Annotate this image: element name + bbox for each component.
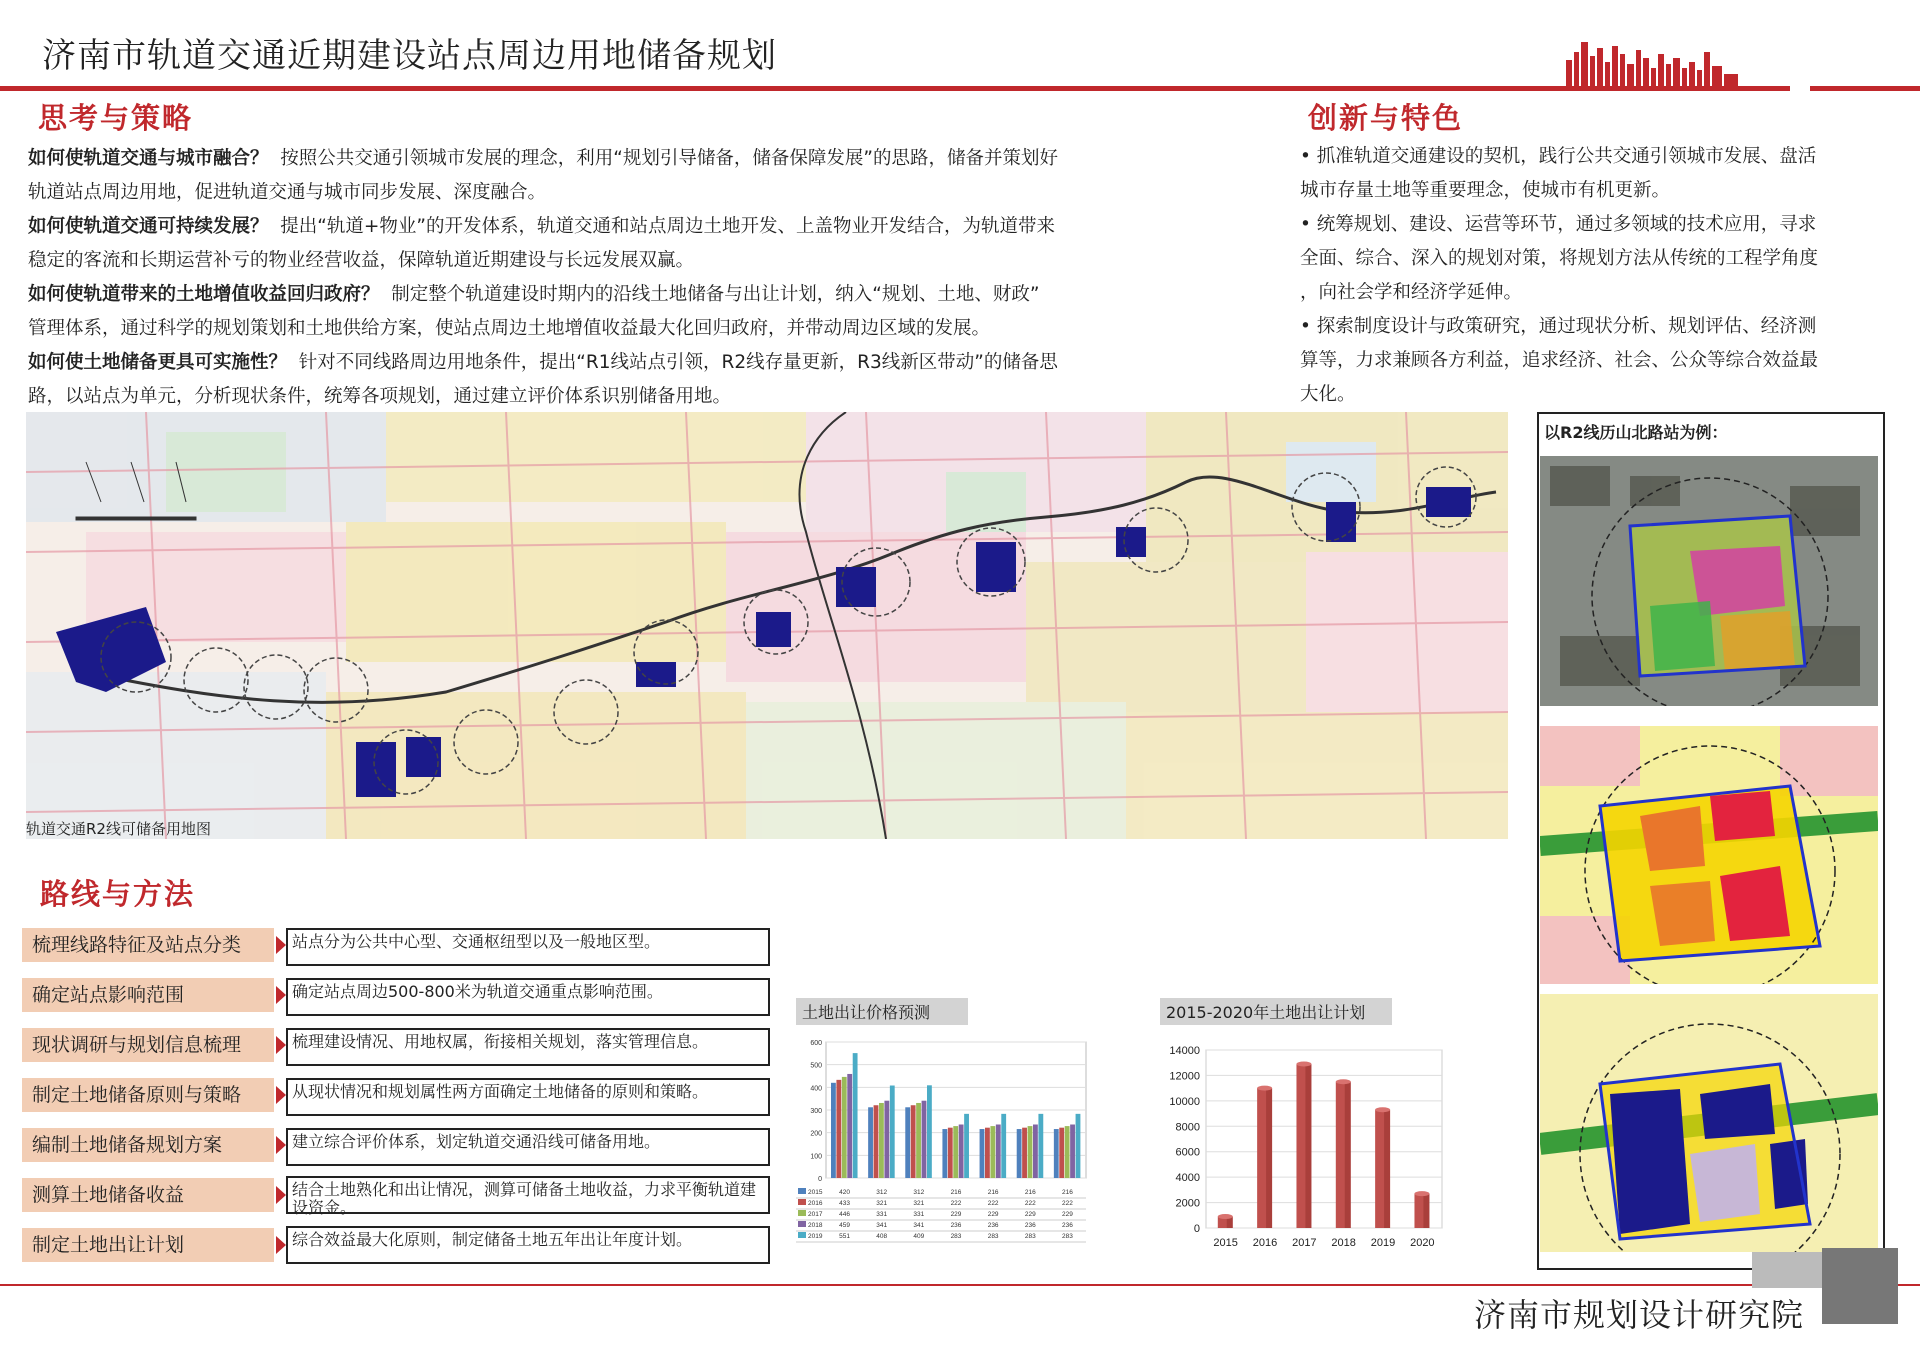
legend-swatch: [798, 1210, 806, 1216]
bar: [959, 1125, 964, 1178]
x-tick-label: 2018: [1331, 1237, 1356, 1249]
question-2-cont: 稳定的客流和长期运营补亏的物业经营收益，保障轨道近期建设与长远发展双赢。: [28, 250, 695, 271]
bar: [847, 1074, 852, 1178]
bar: [964, 1114, 969, 1178]
bar-cap: [1218, 1214, 1233, 1219]
question-3-cont: 管理体系，通过科学的规划策划和土地供给方案，使站点周边土地增值收益最大化回归政府，并带动周边区域的发展。: [28, 318, 991, 339]
y-tick-label: 200: [810, 1130, 822, 1138]
bar-shade: [1345, 1082, 1351, 1228]
y-tick-label: 100: [810, 1153, 822, 1161]
map-caption: 轨道交通R2线可储备用地图: [26, 820, 211, 838]
legend-label: 2019: [808, 1233, 823, 1240]
skyline-logo: [1560, 38, 1800, 90]
y-tick-label: 500: [810, 1062, 822, 1070]
bar: [1038, 1114, 1043, 1178]
question-4-cont: 路，以站点为单元，分析现状条件，统筹各项规划，通过建立评价体系识别储备用地。: [28, 386, 732, 407]
map-graphic: [26, 412, 1508, 839]
footer-decoration: [1752, 1252, 1822, 1288]
bar: [927, 1085, 932, 1178]
x-tick-label: 2016: [1252, 1237, 1278, 1249]
table-value: 236: [1061, 1222, 1073, 1229]
table-value: 283: [987, 1233, 999, 1240]
price-forecast-chart: [796, 1028, 1096, 1260]
legend-label: 2017: [808, 1211, 823, 1218]
chart1-title: 土地出让价格预测: [796, 998, 968, 1025]
table-value: 229: [950, 1211, 962, 1218]
r2-line-map: [26, 412, 1508, 839]
x-tick-label: 2015: [1213, 1237, 1238, 1249]
table-value: 433: [839, 1200, 851, 1207]
bar: [980, 1129, 985, 1178]
bar: [953, 1126, 958, 1178]
step-label: 制定土地出让计划: [22, 1228, 274, 1262]
table-value: 222: [987, 1200, 999, 1207]
bar-cap: [1375, 1107, 1390, 1112]
innovation-line: 全面、综合、深入的规划对策，将规划方法从传统的工程学角度: [1300, 248, 1819, 269]
bar: [1059, 1128, 1064, 1178]
step-arrow-icon: [276, 936, 286, 954]
step-arrow-icon: [276, 1236, 286, 1254]
innovation-list: [1300, 140, 1890, 412]
innovation-line: • 抓准轨道交通建设的契机，践行公共交通引领城市发展、盘活: [1300, 146, 1817, 167]
table-value: 216: [950, 1189, 962, 1196]
institute-name: 济南市规划设计研究院: [1474, 1296, 1805, 1334]
reserve-plan-map: [1540, 994, 1878, 1252]
x-tick-label: 2019: [1370, 1237, 1396, 1249]
step-label: 制定土地储备原则与策略: [22, 1078, 274, 1112]
innovation-line: 大化。: [1300, 384, 1356, 405]
table-value: 216: [987, 1189, 999, 1196]
bar: [922, 1101, 927, 1178]
table-value: 420: [839, 1189, 851, 1196]
y-tick-label: 14000: [1169, 1045, 1200, 1057]
bar: [905, 1107, 910, 1178]
y-tick-label: 600: [810, 1040, 822, 1047]
bar-shade: [1266, 1088, 1272, 1228]
bar: [831, 1083, 836, 1178]
table-value: 236: [987, 1222, 999, 1229]
table-value: 312: [913, 1189, 925, 1196]
bar-shade: [1384, 1110, 1390, 1228]
bar: [1001, 1114, 1006, 1178]
bar: [1033, 1125, 1038, 1178]
header-rule-right: [1810, 86, 1920, 91]
transfer-plan-chart: [1150, 1030, 1460, 1260]
bar-cap: [1296, 1061, 1311, 1066]
bar: [985, 1128, 990, 1178]
section-title-thinking: 思考与策略: [38, 101, 194, 135]
y-tick-label: 6000: [1175, 1146, 1200, 1159]
bar: [1022, 1128, 1027, 1178]
example-label: 以R2线历山北路站为例：: [1544, 423, 1728, 442]
step-desc: 确定站点周边500-800米为轨道交通重点影响范围。: [286, 978, 770, 1016]
land-use-map: [1540, 726, 1878, 984]
innovation-line: 算等，力求兼顾各方利益，追求经济、社会、公众等综合效益最: [1300, 350, 1819, 371]
y-tick-label: 10000: [1169, 1095, 1200, 1108]
table-value: 229: [987, 1211, 999, 1218]
step-desc: 建立综合评价体系，划定轨道交通沿线可储备用地。: [286, 1128, 770, 1166]
page-title: 济南市轨道交通近期建设站点周边用地储备规划: [42, 36, 777, 76]
y-tick-label: 0: [1193, 1223, 1200, 1235]
step-label: 梳理线路特征及站点分类: [22, 928, 274, 962]
table-value: 283: [950, 1233, 962, 1240]
innovation-line: ，向社会学和经济学延伸。: [1300, 282, 1523, 303]
table-value: 236: [950, 1222, 962, 1229]
table-value: 331: [876, 1211, 888, 1218]
step-arrow-icon: [276, 1186, 286, 1204]
y-tick-label: 2000: [1175, 1197, 1200, 1210]
bar: [996, 1125, 1001, 1178]
bar: [1054, 1129, 1059, 1178]
step-label: 现状调研与规划信息梳理: [22, 1028, 274, 1062]
table-value: 283: [1024, 1233, 1036, 1240]
section-title-method: 路线与方法: [40, 877, 196, 911]
legend-label: 2016: [808, 1200, 823, 1207]
table-value: 341: [876, 1222, 888, 1229]
chart2-title: 2015-2020年土地出让计划: [1160, 998, 1392, 1025]
table-value: 408: [876, 1233, 888, 1240]
bar-cap: [1414, 1191, 1429, 1196]
step-label: 确定站点影响范围: [22, 978, 274, 1012]
bar-shade: [1423, 1194, 1429, 1228]
y-tick-label: 8000: [1175, 1121, 1200, 1134]
table-value: 229: [1061, 1211, 1073, 1218]
y-tick-label: 12000: [1169, 1070, 1200, 1083]
question-3: 如何使轨道带来的土地增值收益回归政府？ 制定整个轨道建设时期内的沿线土地储备与出让计划，纳入“规划、土地、财政”: [28, 284, 1040, 305]
header-rule: [0, 86, 1790, 91]
bar: [990, 1126, 995, 1178]
y-tick-label: 0: [818, 1176, 822, 1183]
table-value: 222: [1061, 1200, 1073, 1207]
table-value: 312: [876, 1189, 888, 1196]
step-arrow-icon: [276, 1136, 286, 1154]
bar: [1070, 1125, 1075, 1178]
table-value: 331: [913, 1211, 925, 1218]
y-tick-label: 4000: [1175, 1172, 1200, 1185]
questions-block: [28, 142, 1268, 414]
bar: [916, 1103, 921, 1178]
innovation-line: • 统筹规划、建设、运营等环节，通过多领域的技术应用，寻求: [1300, 214, 1817, 235]
bar: [1028, 1126, 1033, 1178]
bar: [879, 1103, 884, 1178]
table-value: 321: [913, 1200, 925, 1207]
bar: [1065, 1126, 1070, 1178]
table-value: 551: [839, 1233, 851, 1240]
bar-shade: [1305, 1064, 1311, 1228]
table-value: 222: [1024, 1200, 1036, 1207]
bar-cap: [1336, 1079, 1351, 1084]
legend-swatch: [798, 1188, 806, 1194]
innovation-line: • 探索制度设计与政策研究，通过现状分析、规划评估、经济测: [1300, 316, 1817, 337]
step-desc: 结合土地熟化和出让情况，测算可储备土地收益，力求平衡轨道建设资金。: [286, 1176, 770, 1214]
table-value: 283: [1061, 1233, 1073, 1240]
x-tick-label: 2020: [1410, 1237, 1435, 1249]
question-1: 如何使轨道交通与城市融合？ 按照公共交通引领城市发展的理念，利用“规划引导储备，储备保障发展”的思路，储备并策划好: [28, 148, 1058, 169]
table-value: 222: [950, 1200, 962, 1207]
bar: [884, 1101, 889, 1178]
satellite-image: [1540, 456, 1878, 706]
question-1-cont: 轨道站点周边用地，促进轨道交通与城市同步发展、深度融合。: [28, 182, 547, 203]
table-value: 321: [876, 1200, 888, 1207]
table-value: 216: [1024, 1189, 1036, 1196]
step-desc: 综合效益最大化原则，制定储备土地五年出让年度计划。: [286, 1226, 770, 1264]
bar: [942, 1129, 947, 1178]
question-4: 如何使土地储备更具可实施性？ 针对不同线路周边用地条件，提出“R1线站点引领，R2线存量更新，R3线新区带动”的储备思: [28, 352, 1058, 373]
bar: [890, 1086, 895, 1178]
table-value: 446: [839, 1211, 851, 1218]
table-value: 236: [1024, 1222, 1036, 1229]
step-label: 测算土地储备收益: [22, 1178, 274, 1212]
y-tick-label: 400: [810, 1085, 822, 1093]
y-tick-label: 300: [810, 1108, 822, 1115]
step-desc: 从现状情况和规划属性两方面确定土地储备的原则和策略。: [286, 1078, 770, 1116]
bar: [868, 1107, 873, 1178]
bar: [874, 1105, 879, 1178]
legend-swatch: [798, 1199, 806, 1205]
footer-rule: [0, 1284, 1920, 1286]
bar: [948, 1128, 953, 1178]
table-value: 341: [913, 1222, 925, 1229]
bar: [842, 1077, 847, 1178]
legend-swatch: [798, 1221, 806, 1227]
x-tick-label: 2017: [1292, 1237, 1317, 1249]
table-value: 459: [839, 1222, 851, 1229]
legend-swatch: [798, 1232, 806, 1238]
bar-cap: [1257, 1086, 1272, 1091]
bar: [836, 1080, 841, 1178]
question-2: 如何使轨道交通可持续发展？ 提出“轨道+物业”的开发体系，轨道交通和站点周边土地开发、上盖物业开发结合，为轨道带来: [28, 216, 1055, 237]
step-label: 编制土地储备规划方案: [22, 1128, 274, 1162]
step-arrow-icon: [276, 986, 286, 1004]
step-arrow-icon: [276, 1086, 286, 1104]
table-value: 229: [1024, 1211, 1036, 1218]
step-desc: 站点分为公共中心型、交通枢纽型以及一般地区型。: [286, 928, 770, 966]
footer-decoration-block: [1822, 1248, 1898, 1324]
table-value: 216: [1061, 1189, 1073, 1196]
innovation-line: 城市存量土地等重要理念，使城市有机更新。: [1300, 180, 1671, 201]
legend-label: 2018: [808, 1222, 823, 1229]
step-arrow-icon: [276, 1036, 286, 1054]
step-desc: 梳理建设情况、用地权属，衔接相关规划，落实管理信息。: [286, 1028, 770, 1066]
legend-label: 2015: [808, 1189, 823, 1196]
plot-area: [1206, 1050, 1442, 1228]
bar: [1017, 1129, 1022, 1178]
bar: [1076, 1114, 1081, 1178]
bar: [853, 1053, 858, 1178]
section-title-innovation: 创新与特色: [1308, 101, 1464, 135]
table-value: 409: [913, 1233, 925, 1240]
bar: [911, 1105, 916, 1178]
